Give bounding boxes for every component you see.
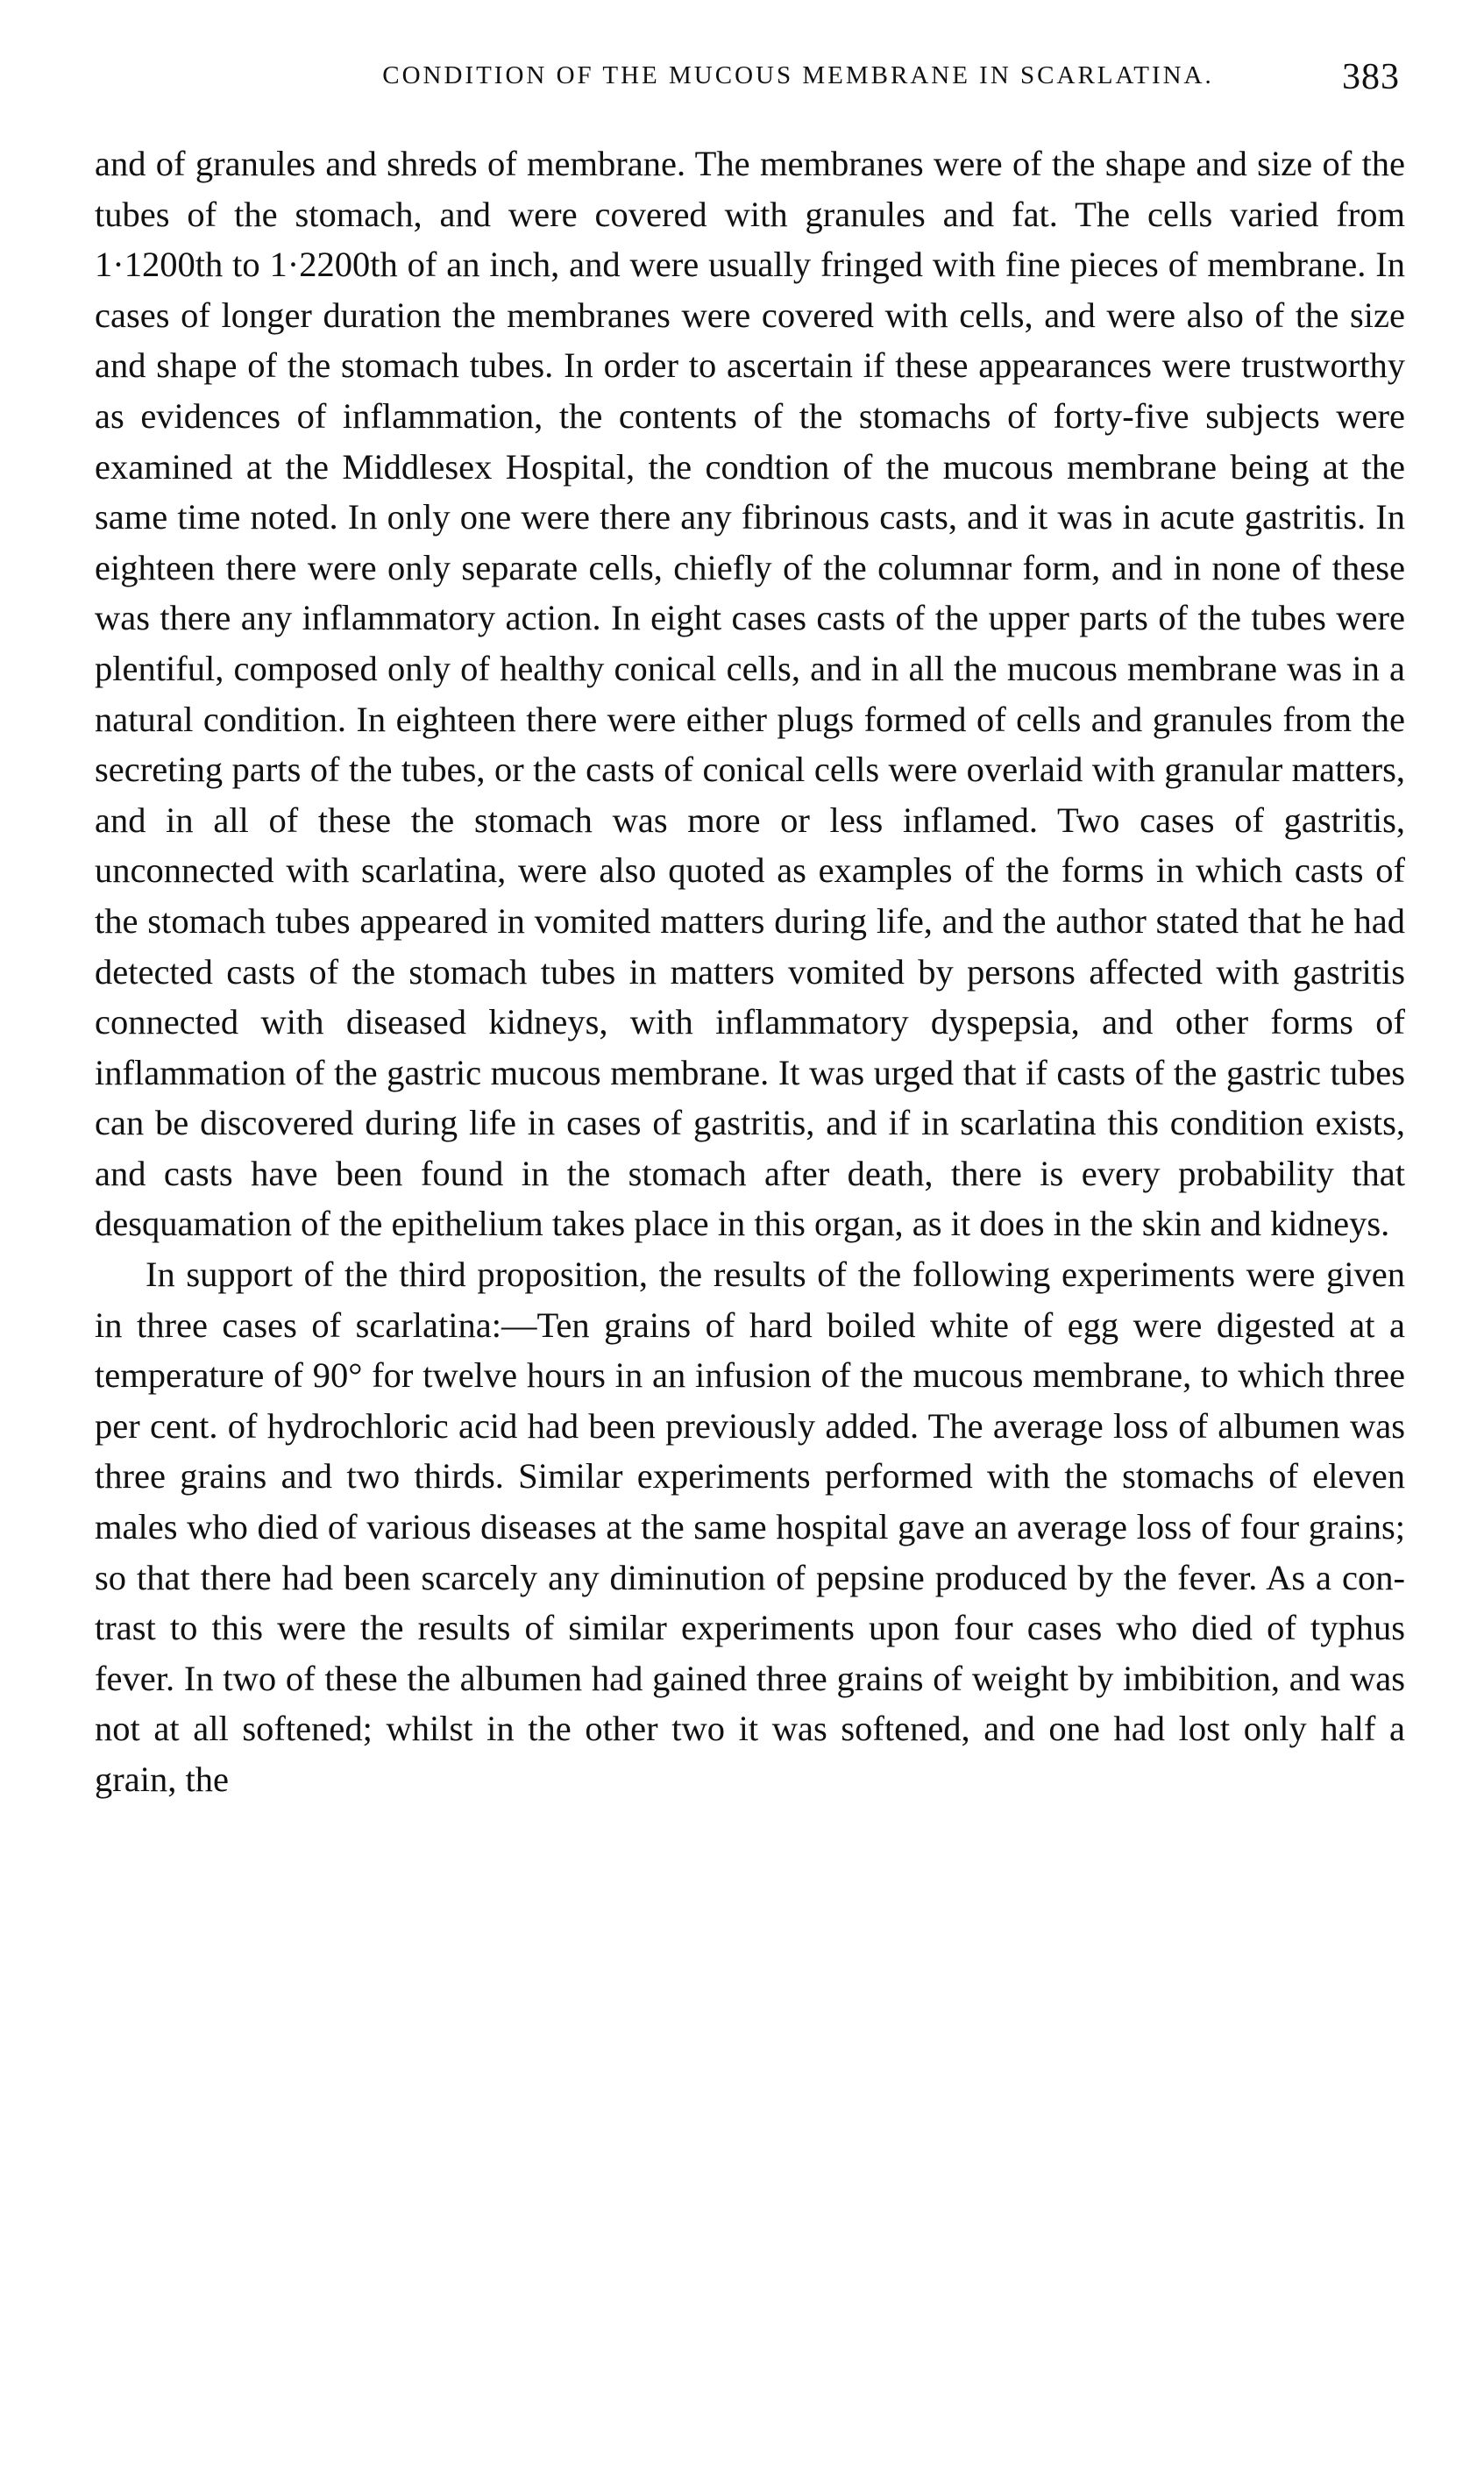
body-text xyxy=(95,139,1405,1805)
paragraph-continued: and of granules and shreds of membrane. The membranes were of the shape and size of the tubes of the stomach, and were covered with granules and fat. The cells varied from 1·1200th to 1·2200th of an inch, and were usually fringed with fine pieces of membrane. In cases of longer duration the membranes were covered with cells, and were also of the size and shape of the stomach tubes. In order to ascertain if these appearances were trustworthy as evidences of inflammation, the contents of the stomachs of forty-five subjects were examined at the Middlesex Hospital, the condtion of the mucous membrane being at the same time noted. In only one were there any fibrinous casts, and it was in acute gastritis. In eighteen there were only separate cells, chiefly of the columnar form, and in none of these was there any inflammatory action. In eight cases casts of the upper parts of the tubes were plentiful, composed only of healthy conical cells, and in all the mucous membrane was in a natural condition. In eighteen there were either plugs formed of cells and granules from the secreting parts of the tubes, or the casts of conical cells were overlaid with granular matters, and in all of these the stomach was more or less inflamed. Two cases of gastritis, unconnected with scarlatina, were also quoted as examples of the forms in which casts of the stomach tubes appeared in vomited matters during life, and the author stated that he had detected casts of the stomach tubes in matters vomited by persons affected with gastritis connected with diseased kidneys, with inflammatory dyspepsia, and other forms of inflammation of the gastric mucous membrane. It was urged that if casts of the gastric tubes can be discovered during life in cases of gastritis, and if in scarlatina this condition exists, and casts have been found in the stomach after death, there is every probability that desquamation of the epithelium takes place in this organ, as it does in the skin and kidneys. xyxy=(95,144,1405,1244)
paragraph-third-proposition: In support of the third proposition, the results of the following experiments were given in three cases of scarlatina:—Ten grains of hard boiled white of egg were digested at a temperature of 90° for twelve hours in an infusion of the mucous membrane, to which three per cent. of hydrochloric acid had been previously added. The average loss of albumen was three grains and two thirds. Similar experiments performed with the stomachs of eleven males who died of various diseases at the same hospital gave an average loss of four grains; so that there had been scarcely any diminution of pepsine produced by the fever. As a contrast to this were the results of similar experiments upon four cases who died of typhus fever. In two of these the albumen had gained three grains of weight by imbibition, and was not at all softened; whilst in the other two it was softened, and one had lost only half a grain, the xyxy=(95,1255,1405,1799)
running-title: CONDITION OF THE MUCOUS MEMBRANE IN SCARLATINA. xyxy=(382,61,1214,89)
page-number: 383 xyxy=(1342,57,1400,97)
running-head xyxy=(95,57,1405,116)
